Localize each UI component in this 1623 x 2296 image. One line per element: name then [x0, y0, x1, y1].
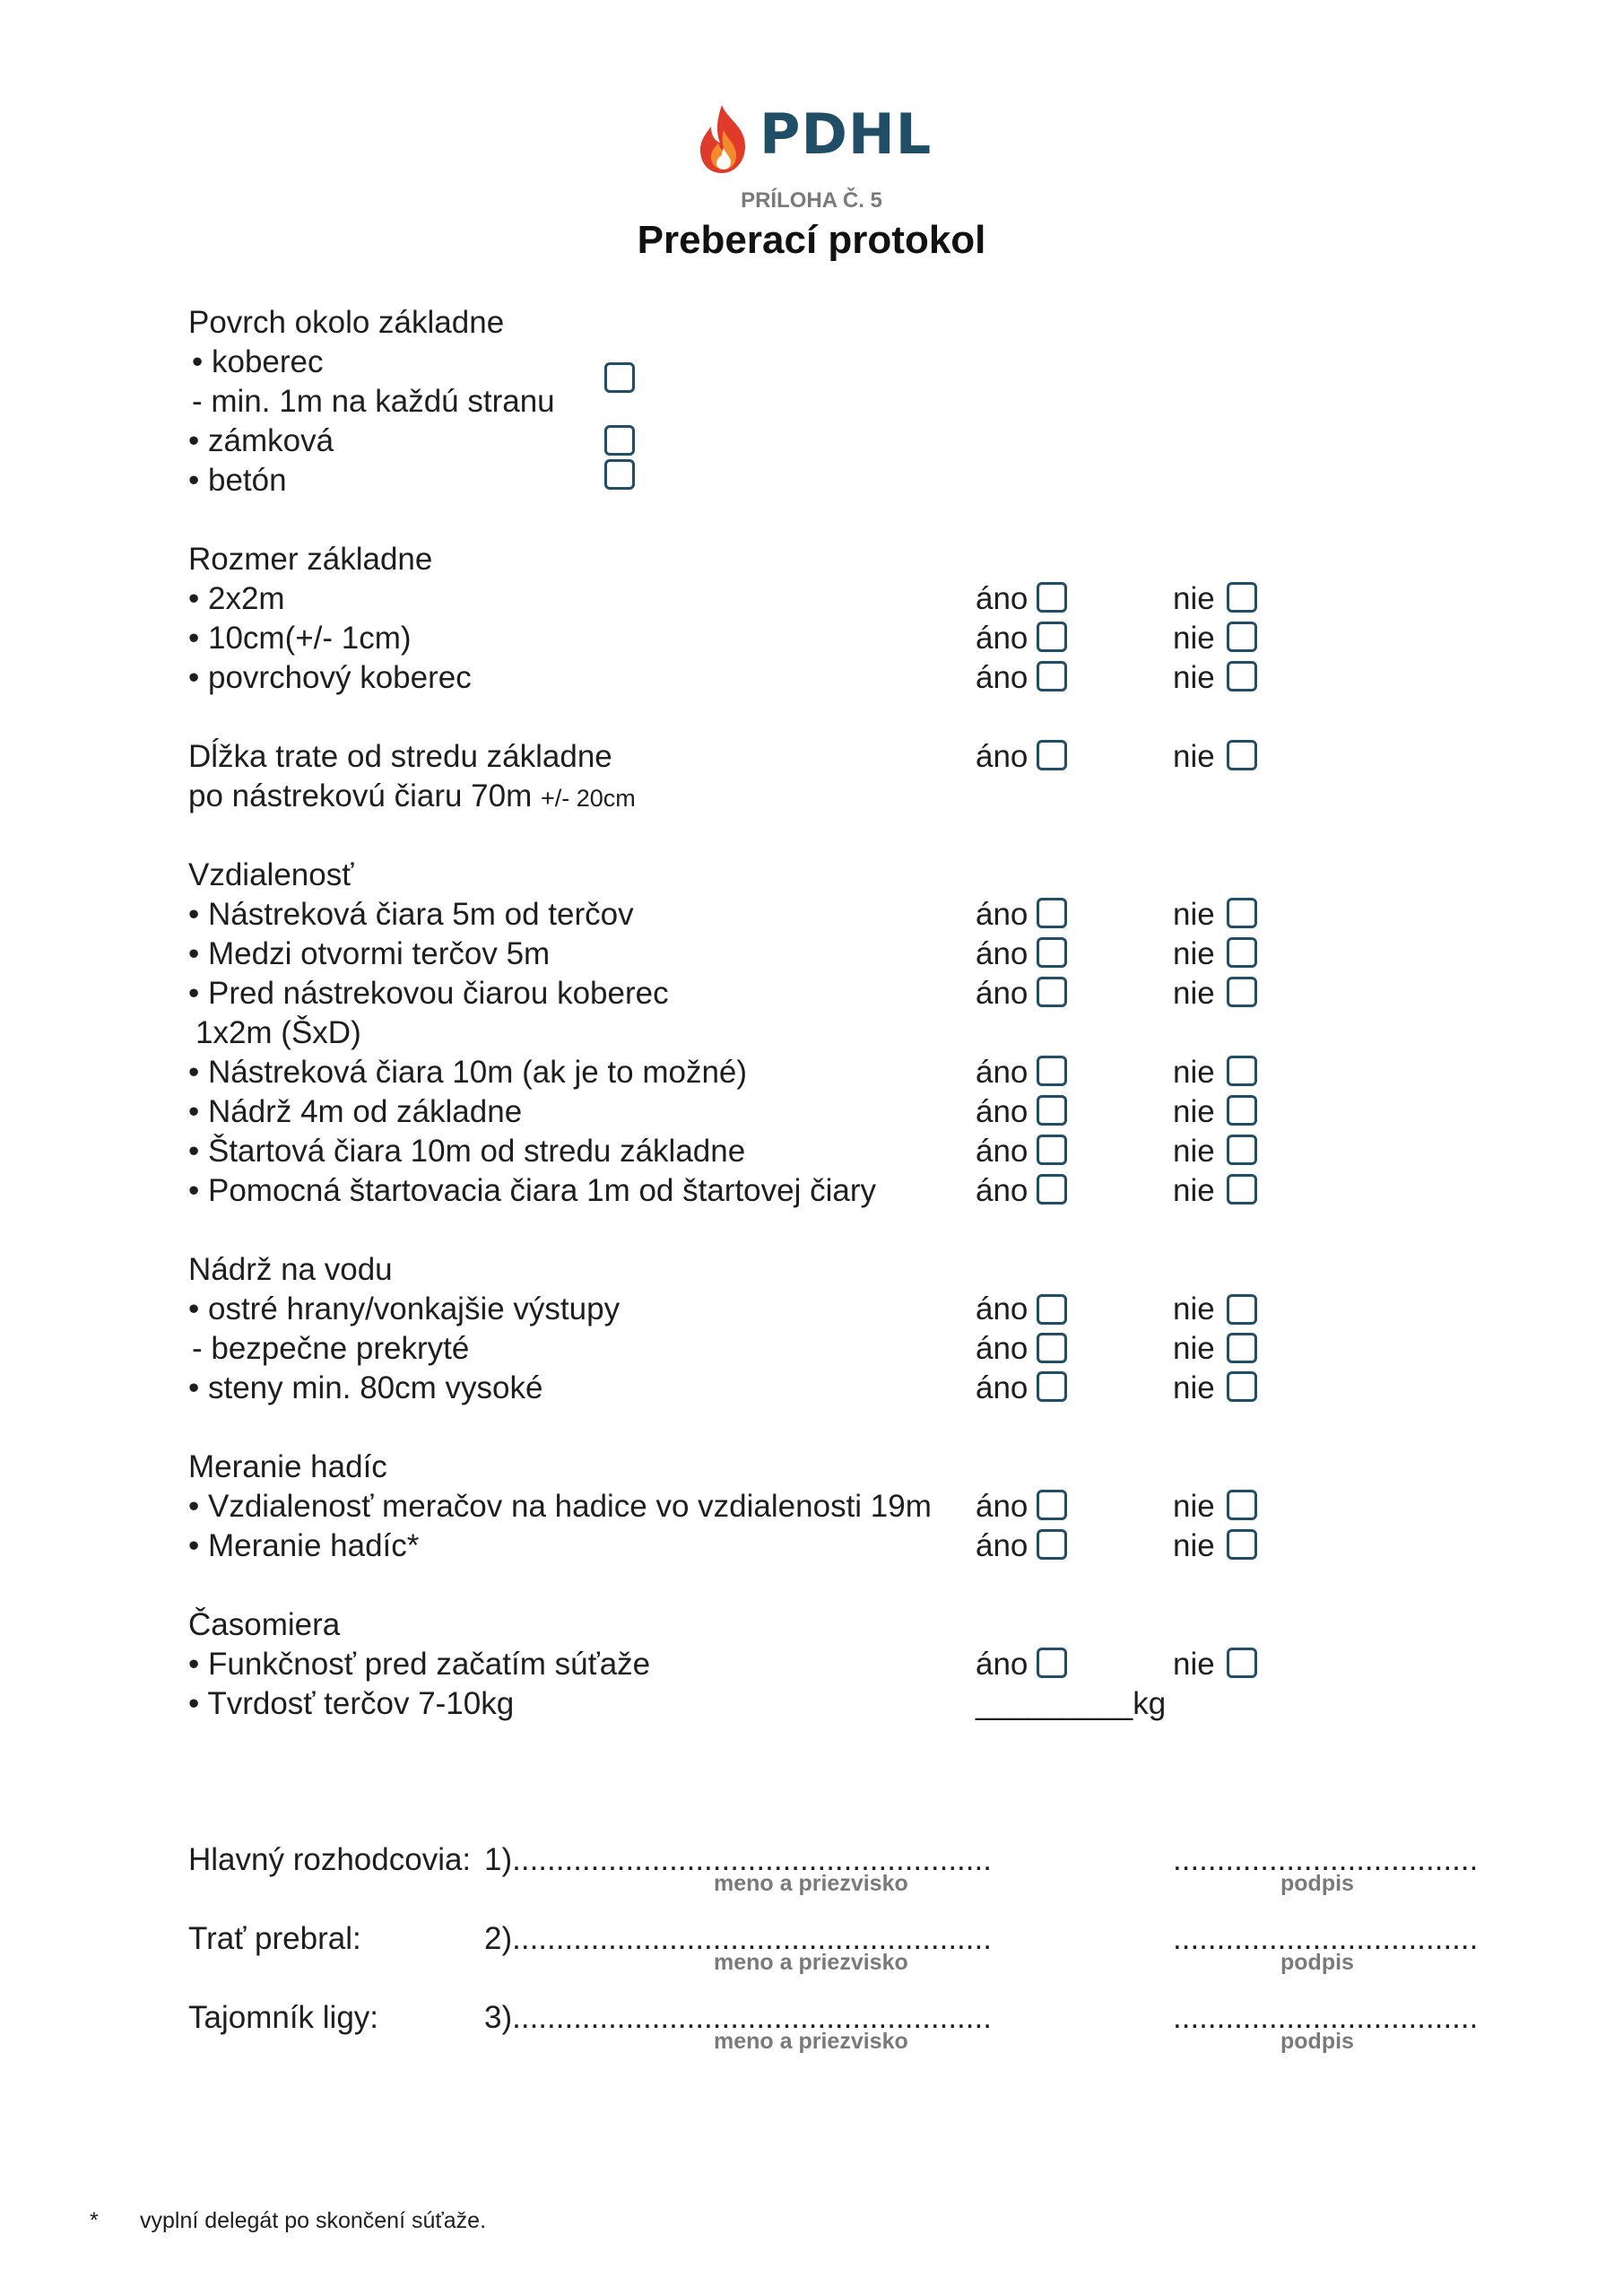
signature-label: Trať prebral: — [188, 1921, 361, 1956]
checkbox-yes[interactable] — [1037, 977, 1067, 1007]
surface-item-concrete: • betón — [188, 463, 287, 498]
checkbox-no[interactable] — [1227, 977, 1257, 1007]
yes-label: áno — [976, 1134, 1028, 1169]
checkbox-yes[interactable] — [1037, 740, 1067, 770]
signature-label: Tajomník ligy: — [188, 2000, 379, 2035]
checkbox-no[interactable] — [1227, 1648, 1257, 1678]
no-label: nie — [1173, 1055, 1215, 1090]
signature-caption: podpis — [1280, 1950, 1354, 1975]
yes-label: áno — [976, 1055, 1028, 1090]
no-label: nie — [1173, 1489, 1215, 1524]
signature-caption: podpis — [1280, 2029, 1354, 2054]
flame-icon — [695, 103, 752, 175]
timer-item: • Tvrdosť terčov 7-10kg — [188, 1686, 515, 1721]
pdhl-logo — [695, 103, 937, 184]
checkbox-yes[interactable] — [1037, 898, 1067, 928]
checkbox-yes[interactable] — [1037, 1648, 1067, 1678]
yes-label: áno — [976, 1489, 1028, 1524]
no-label: nie — [1173, 897, 1215, 932]
yes-label: áno — [976, 1292, 1028, 1326]
timer-item: • Funkčnosť pred začatím súťaže — [188, 1647, 651, 1682]
checkbox-no[interactable] — [1227, 1490, 1257, 1520]
target-weight-field[interactable]: _________kg — [976, 1686, 1167, 1721]
yes-label: áno — [976, 936, 1028, 971]
checkbox-yes[interactable] — [1037, 1294, 1067, 1325]
checkbox-yes[interactable] — [1037, 1490, 1067, 1520]
signature-field[interactable]: ................................... — [1173, 1842, 1479, 1877]
timer-heading: Časomiera — [188, 1607, 341, 1642]
surface-item-carpet-note: - min. 1m na každú stranu — [192, 384, 555, 419]
checkbox-no[interactable] — [1227, 661, 1257, 691]
footnote-mark: * — [90, 2208, 99, 2233]
checkbox-no[interactable] — [1227, 622, 1257, 652]
checkbox-no[interactable] — [1227, 1371, 1257, 1402]
hose-item: • Meranie hadíc* — [188, 1528, 420, 1563]
no-label: nie — [1173, 1292, 1215, 1326]
checkbox-yes[interactable] — [1037, 1333, 1067, 1363]
no-label: nie — [1173, 1331, 1215, 1366]
distance-item-continuation: 1x2m (ŠxD) — [195, 1015, 361, 1050]
checkbox-yes[interactable] — [1037, 622, 1067, 652]
no-label: nie — [1173, 621, 1215, 656]
distance-item: • Štartová čiara 10m od stredu základne — [188, 1134, 746, 1169]
yes-label: áno — [976, 1331, 1028, 1366]
signature-field[interactable]: ................................... — [1173, 2000, 1479, 2035]
base-size-item: • 2x2m — [188, 581, 285, 616]
yes-label: áno — [976, 1094, 1028, 1129]
distance-item: • Pomocná štartovacia čiara 1m od štartovej čiary — [188, 1173, 877, 1208]
name-field[interactable]: 3)....................................................... — [484, 2000, 992, 2035]
surface-heading: Povrch okolo základne — [188, 305, 505, 340]
yes-label: áno — [976, 739, 1028, 774]
checkbox-yes[interactable] — [1037, 582, 1067, 613]
yes-label: áno — [976, 1173, 1028, 1208]
yes-label: áno — [976, 1647, 1028, 1682]
checkbox-paving[interactable] — [604, 425, 635, 456]
track-length-tolerance: +/- 20cm — [541, 785, 636, 812]
name-field[interactable]: 1)....................................................... — [484, 1842, 992, 1877]
checkbox-yes[interactable] — [1037, 937, 1067, 968]
water-tank-item: • ostré hrany/vonkajšie výstupy — [188, 1292, 621, 1326]
distance-item: • Medzi otvormi terčov 5m — [188, 936, 551, 971]
name-caption: meno a priezvisko — [714, 1950, 908, 1975]
checkbox-no[interactable] — [1227, 937, 1257, 968]
footnote-text: vyplní delegát po skončení súťaže. — [140, 2208, 487, 2233]
no-label: nie — [1173, 581, 1215, 616]
distance-item: • Pred nástrekovou čiarou koberec — [188, 976, 669, 1011]
name-field[interactable]: 2)....................................................... — [484, 1921, 992, 1956]
checkbox-carpet[interactable] — [604, 362, 635, 393]
no-label: nie — [1173, 1528, 1215, 1563]
signature-caption: podpis — [1280, 1871, 1354, 1896]
name-caption: meno a priezvisko — [714, 2029, 908, 2054]
distance-item: • Nástreková čiara 10m (ak je to možné) — [188, 1055, 748, 1090]
distance-item: • Nádrž 4m od základne — [188, 1094, 523, 1129]
no-label: nie — [1173, 1134, 1215, 1169]
no-label: nie — [1173, 936, 1215, 971]
yes-label: áno — [976, 897, 1028, 932]
signature-label: Hlavný rozhodcovia: — [188, 1842, 472, 1877]
no-label: nie — [1173, 1173, 1215, 1208]
no-label: nie — [1173, 739, 1215, 774]
checkbox-no[interactable] — [1227, 1294, 1257, 1325]
no-label: nie — [1173, 1370, 1215, 1405]
logo-text: PDHL — [759, 101, 933, 167]
checkbox-concrete[interactable] — [604, 459, 635, 490]
checkbox-yes[interactable] — [1037, 1529, 1067, 1560]
base-size-item: • 10cm(+/- 1cm) — [188, 621, 412, 656]
checkbox-yes[interactable] — [1037, 1095, 1067, 1126]
base-size-heading: Rozmer základne — [188, 542, 433, 577]
checkbox-no[interactable] — [1227, 1095, 1257, 1126]
signature-field[interactable]: ................................... — [1173, 1921, 1479, 1956]
surface-item-carpet: • koberec — [192, 344, 324, 379]
checkbox-no[interactable] — [1227, 1529, 1257, 1560]
checkbox-no[interactable] — [1227, 1135, 1257, 1165]
water-tank-heading: Nádrž na vodu — [188, 1252, 393, 1287]
no-label: nie — [1173, 1094, 1215, 1129]
checkbox-no[interactable] — [1227, 582, 1257, 613]
yes-label: áno — [976, 976, 1028, 1011]
yes-label: áno — [976, 621, 1028, 656]
hose-item: • Vzdialenosť meračov na hadice vo vzdialenosti 19m — [188, 1489, 932, 1524]
checkbox-no[interactable] — [1227, 1174, 1257, 1205]
surface-item-paving: • zámková — [188, 423, 334, 458]
checkbox-yes[interactable] — [1037, 1056, 1067, 1086]
page-title: Preberací protokol — [637, 218, 986, 262]
checkbox-yes[interactable] — [1037, 661, 1067, 691]
checkbox-no[interactable] — [1227, 1333, 1257, 1363]
water-tank-item: - bezpečne prekryté — [192, 1331, 470, 1366]
distance-heading: Vzdialenosť — [188, 857, 354, 892]
checkbox-no[interactable] — [1227, 898, 1257, 928]
hose-heading: Meranie hadíc — [188, 1449, 387, 1484]
yes-label: áno — [976, 1370, 1028, 1405]
water-tank-item: • steny min. 80cm vysoké — [188, 1370, 543, 1405]
track-length-text: po nástrekovú čiaru 70m — [188, 778, 533, 813]
annex-label: PRÍLOHA Č. 5 — [741, 188, 882, 213]
checkbox-yes[interactable] — [1037, 1371, 1067, 1402]
base-size-item: • povrchový koberec — [188, 660, 472, 695]
track-length-line1: Dĺžka trate od stredu základne — [188, 739, 612, 774]
checkbox-no[interactable] — [1227, 740, 1257, 770]
no-label: nie — [1173, 976, 1215, 1011]
no-label: nie — [1173, 660, 1215, 695]
checkbox-yes[interactable] — [1037, 1135, 1067, 1165]
checkbox-yes[interactable] — [1037, 1174, 1067, 1205]
yes-label: áno — [976, 581, 1028, 616]
distance-item: • Nástreková čiara 5m od terčov — [188, 897, 634, 932]
no-label: nie — [1173, 1647, 1215, 1682]
checkbox-no[interactable] — [1227, 1056, 1257, 1086]
track-length-line2 — [188, 777, 636, 818]
name-caption: meno a priezvisko — [714, 1871, 908, 1896]
yes-label: áno — [976, 660, 1028, 695]
yes-label: áno — [976, 1528, 1028, 1563]
